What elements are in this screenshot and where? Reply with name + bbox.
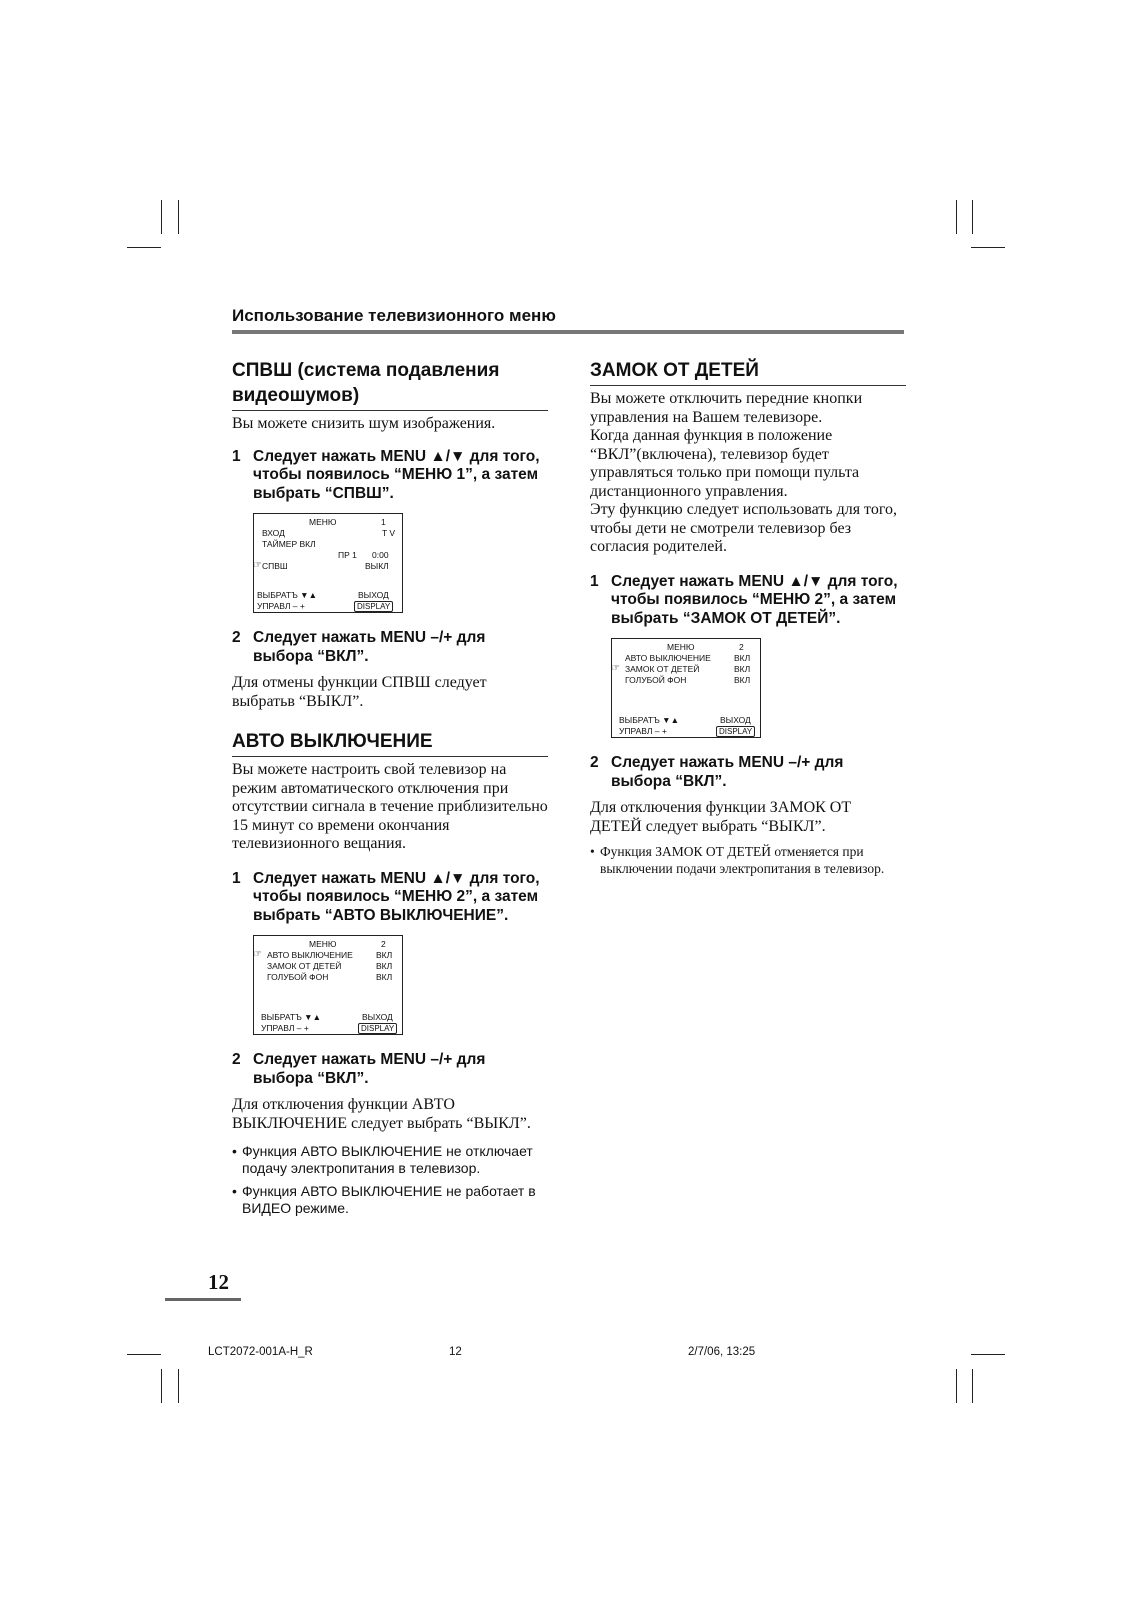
section-rule xyxy=(232,330,904,334)
crop-mark xyxy=(972,1369,973,1403)
osd-page: 2 xyxy=(739,642,744,652)
osd-menu-2-lock xyxy=(611,638,761,738)
crop-mark xyxy=(161,200,162,234)
osd-display-badge: DISPLAY xyxy=(354,601,393,612)
step-text: Следует нажать MENU –/+ для выбора “ВКЛ”. xyxy=(611,754,844,790)
osd-row-label: АВТО ВЫКЛЮЧЕНИЕ xyxy=(625,653,711,663)
step-text: Следует нажать MENU –/+ для выбора “ВКЛ”. xyxy=(253,1051,486,1087)
osd-select-label: ВЫБРАТЪ ▼▲ xyxy=(619,715,679,725)
osd-row-value: ВКЛ xyxy=(734,664,751,674)
nr-intro: Вы можете снизить шум изображения. xyxy=(232,415,496,432)
nr-title-line1: СПВШ (система подавления xyxy=(232,360,500,381)
step-number: 1 xyxy=(232,447,241,465)
osd-row-label: ЗАМОК ОТ ДЕТЕЙ xyxy=(625,664,700,674)
osd-select-label: ВЫБРАТЪ ▼▲ xyxy=(261,1012,321,1022)
right-column xyxy=(590,358,906,877)
child-lock-title: ЗАМОК ОТ ДЕТЕЙ xyxy=(590,358,906,386)
crop-mark xyxy=(161,1369,162,1403)
osd-row-label: ЗАМОК ОТ ДЕТЕЙ xyxy=(267,961,342,971)
osd-row-value: 0:00 xyxy=(372,550,389,560)
osd-row-label: АВТО ВЫКЛЮЧЕНИЕ xyxy=(267,950,353,960)
osd-row-label: ГОЛУБОЙ ФОН xyxy=(625,675,687,685)
bullet-dot-icon: • xyxy=(232,1143,237,1159)
step-number: 1 xyxy=(232,869,241,887)
nr-step-2-note: Для отмены функции СПВШ следует выбратьв “ВЫКЛ”. xyxy=(232,674,487,710)
child-lock-intro-2: Когда данная функция в положение “ВКЛ”(включена), телевизор будет управляться только при помощи пульта дистанционного управления. xyxy=(590,427,860,500)
auto-off-bullet xyxy=(232,1183,548,1217)
osd-adjust-label: УПРАВЛ – + xyxy=(257,601,305,611)
bullet-text: Функция АВТО ВЫКЛЮЧЕНИЕ не работает в ВИДЕО режиме. xyxy=(242,1183,536,1216)
osd-row-value: T V xyxy=(382,528,396,538)
nr-title-line2: видеошумов) xyxy=(232,385,360,406)
crop-mark xyxy=(956,200,957,234)
osd-adjust-label: УПРАВЛ – + xyxy=(261,1023,309,1033)
section-header: Использование телевизионного меню xyxy=(232,306,556,325)
step-number: 2 xyxy=(232,629,241,646)
osd-row-label: ТАЙМЕР ВКЛ xyxy=(262,539,316,549)
osd-menu-1 xyxy=(253,513,403,613)
footer-page: 12 xyxy=(449,1346,462,1358)
crop-mark xyxy=(971,247,1005,248)
osd-row-value: ВЫКЛ xyxy=(365,561,389,571)
child-lock-intro-1: Вы можете отключить передние кнопки управления на Вашем телевизоре. xyxy=(590,390,863,426)
crop-mark xyxy=(956,1369,957,1403)
nr-step-2 xyxy=(232,629,548,666)
footer-timestamp: 2/7/06, 13:25 xyxy=(688,1346,756,1358)
osd-select-label: ВЫБРАТЪ ▼▲ xyxy=(257,590,317,600)
crop-mark xyxy=(127,247,161,248)
crop-mark xyxy=(972,200,973,234)
crop-mark xyxy=(178,200,179,234)
step-text: Следует нажать MENU ▲/▼ для того, чтобы появилось “МЕНЮ 2”, а затем выбрать “ЗАМОК ОТ ДЕТЕЙ”. xyxy=(611,572,898,627)
step-text: Следует нажать MENU ▲/▼ для того, чтобы появилось “МЕНЮ 1”, а затем выбрать “СПВШ”. xyxy=(253,447,540,502)
osd-row-value: ВКЛ xyxy=(376,972,393,982)
step-number: 2 xyxy=(232,1051,241,1068)
auto-off-step-2-note: Для отключения функции АВТО ВЫКЛЮЧЕНИЕ следует выбрать “ВЫКЛ”. xyxy=(232,1096,531,1132)
pointing-hand-icon: ☞ xyxy=(253,949,262,960)
bullet-dot-icon: • xyxy=(590,844,595,859)
osd-row-label: ГОЛУБОЙ ФОН xyxy=(267,972,329,982)
page-number: 12 xyxy=(208,1270,229,1294)
osd-row-value: ВКЛ xyxy=(734,653,751,663)
bullet-text: Функция АВТО ВЫКЛЮЧЕНИЕ не отключает подачу электропитания в телевизор. xyxy=(242,1143,533,1176)
osd-display-badge: DISPLAY xyxy=(358,1023,397,1034)
step-text: Следует нажать MENU –/+ для выбора “ВКЛ”. xyxy=(253,629,486,665)
osd-row-label: ПР 1 xyxy=(338,550,357,560)
osd-page: 1 xyxy=(381,517,386,527)
osd-exit-label: ВЫХОД xyxy=(358,590,389,600)
osd-row-value: ВКЛ xyxy=(376,950,393,960)
osd-exit-label: ВЫХОД xyxy=(362,1012,393,1022)
osd-title: МЕНЮ xyxy=(309,939,337,949)
osd-page: 2 xyxy=(381,939,386,949)
nr-step-1 xyxy=(232,448,548,504)
step-number: 2 xyxy=(590,754,599,771)
step-text: Следует нажать MENU ▲/▼ для того, чтобы появилось “МЕНЮ 2”, а затем выбрать “АВТО ВЫКЛЮЧЕНИЕ”. xyxy=(253,869,540,924)
osd-exit-label: ВЫХОД xyxy=(720,715,751,725)
bullet-dot-icon: • xyxy=(232,1183,237,1199)
footer-doc-code: LCT2072-001A-H_R xyxy=(208,1346,313,1358)
osd-title: МЕНЮ xyxy=(309,517,337,527)
osd-menu-2-auto xyxy=(253,935,403,1035)
auto-off-bullet xyxy=(232,1143,548,1177)
child-lock-bullet xyxy=(590,844,906,877)
child-lock-intro-3: Эту функцию следует использовать для того, чтобы дети не смотрели телевизор без согласия родителей. xyxy=(590,501,897,555)
auto-off-step-2 xyxy=(232,1051,548,1088)
page-number-rule xyxy=(165,1298,241,1301)
nr-title xyxy=(232,358,548,411)
child-lock-step-1 xyxy=(590,573,906,629)
pointing-hand-icon: ☞ xyxy=(611,663,620,674)
osd-title: МЕНЮ xyxy=(667,642,695,652)
child-lock-step-2-note: Для отключения функции ЗАМОК ОТ ДЕТЕЙ следует выбрать “ВЫКЛ”. xyxy=(590,799,852,835)
osd-adjust-label: УПРАВЛ – + xyxy=(619,726,667,736)
auto-off-title: АВТО ВЫКЛЮЧЕНИЕ xyxy=(232,729,548,757)
child-lock-step-2 xyxy=(590,754,906,791)
auto-off-step-1 xyxy=(232,870,548,926)
bullet-text: Функция ЗАМОК ОТ ДЕТЕЙ отменяется при выключении подачи электропитания в телевизор. xyxy=(600,844,885,876)
pointing-hand-icon: ☞ xyxy=(253,560,262,571)
osd-row-label: ВХОД xyxy=(262,528,285,538)
left-column xyxy=(232,358,548,1217)
osd-display-badge: DISPLAY xyxy=(716,726,755,737)
crop-mark xyxy=(178,1369,179,1403)
osd-row-label: СПВШ xyxy=(262,561,288,571)
osd-row-value: ВКЛ xyxy=(376,961,393,971)
crop-mark xyxy=(971,1354,1005,1355)
auto-off-intro: Вы можете настроить свой телевизор на режим автоматического отключения при отсутствии сигнала в течение приблизительно 15 минут со времени окончания телевизионного вещания. xyxy=(232,761,548,852)
crop-mark xyxy=(127,1354,161,1355)
step-number: 1 xyxy=(590,572,599,590)
osd-row-value: ВКЛ xyxy=(734,675,751,685)
